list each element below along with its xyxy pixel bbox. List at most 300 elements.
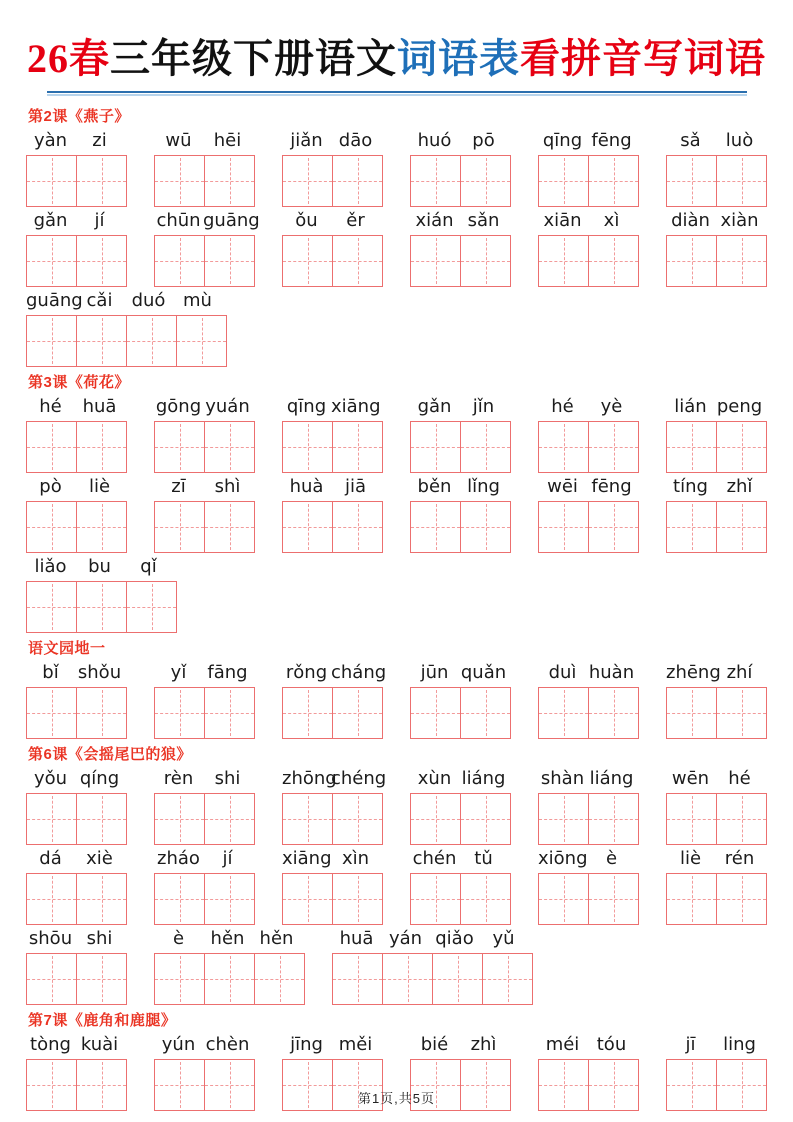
word-group [282, 129, 383, 207]
pinyin-row [282, 209, 383, 232]
writing-grid [26, 235, 127, 287]
writing-cell[interactable] [155, 874, 205, 924]
pinyin-syllable: liáng [461, 768, 506, 789]
pinyin-syllable: guāng [26, 290, 83, 311]
writing-cell[interactable] [283, 502, 333, 552]
pinyin-row [666, 661, 767, 684]
word-group [26, 395, 127, 473]
writing-cell[interactable] [461, 794, 510, 844]
word-group [410, 661, 511, 739]
pinyin-syllable: xián [415, 210, 454, 231]
pinyin-syllable: jí [222, 848, 233, 869]
word-group [154, 927, 305, 1005]
word-group [282, 847, 383, 925]
word-group [666, 129, 767, 207]
word-group [538, 661, 639, 739]
pinyin-syllable: sǎ [680, 130, 701, 151]
writing-cell[interactable] [77, 236, 126, 286]
title-part-task: 看拼音写词语 [520, 36, 766, 81]
writing-cell[interactable] [127, 582, 176, 632]
word-group [666, 475, 767, 553]
pinyin-syllable: sǎn [467, 210, 500, 231]
pinyin-syllable: hé [39, 396, 62, 417]
word-group [410, 395, 511, 473]
title-part-grade: 三年级下册语文 [110, 36, 397, 81]
pinyin-syllable: chèn [205, 1034, 250, 1055]
writing-cell[interactable] [717, 794, 766, 844]
writing-cell[interactable] [205, 954, 255, 1004]
pinyin-row [26, 847, 127, 870]
pinyin-syllable: wēi [547, 476, 578, 497]
writing-cell[interactable] [667, 794, 717, 844]
writing-grid [26, 687, 127, 739]
pinyin-row [26, 1033, 127, 1056]
word-group [26, 475, 127, 553]
pinyin-row [538, 129, 639, 152]
pinyin-syllable: jī [685, 1034, 696, 1055]
pinyin-syllable: ǒu [295, 210, 318, 231]
pinyin-row [26, 129, 127, 152]
writing-cell[interactable] [155, 236, 205, 286]
writing-cell[interactable] [539, 874, 589, 924]
word-group [538, 847, 639, 925]
pinyin-syllable: jǐn [472, 396, 495, 417]
pinyin-syllable: méi [545, 1034, 580, 1055]
word-group [26, 555, 177, 633]
writing-cell[interactable] [155, 794, 205, 844]
writing-grid [154, 953, 305, 1005]
pinyin-syllable: qiǎo [435, 928, 474, 949]
writing-cell[interactable] [589, 156, 638, 206]
writing-cell[interactable] [77, 582, 127, 632]
worksheet-section [26, 639, 767, 739]
pinyin-row [666, 847, 767, 870]
title-part-wordlist: 词语表 [397, 36, 520, 81]
writing-grid [538, 687, 639, 739]
section-header: 语文园地一 [28, 640, 106, 657]
writing-cell[interactable] [411, 688, 461, 738]
pinyin-syllable: cháng [331, 662, 387, 683]
word-row [26, 209, 767, 287]
writing-cell[interactable] [27, 156, 77, 206]
pinyin-syllable: lǐng [467, 476, 500, 497]
writing-cell[interactable] [155, 502, 205, 552]
writing-cell[interactable] [333, 954, 383, 1004]
pinyin-syllable: běn [417, 476, 452, 497]
pinyin-row [282, 1033, 383, 1056]
word-row [26, 927, 767, 1005]
writing-cell[interactable] [411, 156, 461, 206]
pinyin-row [154, 209, 260, 232]
pinyin-row [26, 661, 127, 684]
writing-cell[interactable] [155, 954, 205, 1004]
writing-cell[interactable] [27, 236, 77, 286]
writing-grid [410, 687, 511, 739]
word-group [26, 767, 127, 845]
writing-cell[interactable] [717, 874, 766, 924]
worksheet-section [26, 373, 767, 633]
pinyin-syllable: shǒu [77, 662, 122, 683]
writing-cell[interactable] [333, 794, 382, 844]
pinyin-syllable: fēng [591, 476, 632, 497]
pinyin-syllable: liáng [589, 768, 634, 789]
worksheet-section [26, 107, 767, 367]
writing-cell[interactable] [539, 422, 589, 472]
writing-cell[interactable] [77, 688, 126, 738]
pinyin-row [332, 927, 533, 950]
writing-grid [282, 421, 383, 473]
writing-cell[interactable] [155, 422, 205, 472]
writing-cell[interactable] [27, 794, 77, 844]
pinyin-syllable: zhēng [666, 662, 721, 683]
pinyin-syllable: xùn [417, 768, 452, 789]
writing-grid [538, 501, 639, 553]
writing-grid [332, 953, 533, 1005]
writing-cell[interactable] [589, 794, 638, 844]
pinyin-row [666, 767, 767, 790]
writing-cell[interactable] [539, 236, 589, 286]
word-group [666, 847, 767, 925]
writing-cell[interactable] [461, 874, 510, 924]
writing-cell[interactable] [283, 688, 333, 738]
pinyin-syllable: zi [92, 130, 107, 151]
pinyin-syllable: zhì [470, 1034, 497, 1055]
pinyin-syllable: shi [86, 928, 113, 949]
pinyin-syllable: yǔ [492, 928, 515, 949]
writing-cell[interactable] [27, 422, 77, 472]
writing-grid [154, 235, 255, 287]
word-row [26, 395, 767, 473]
writing-cell[interactable] [205, 874, 254, 924]
writing-cell[interactable] [333, 688, 382, 738]
writing-cell[interactable] [77, 422, 126, 472]
writing-cell[interactable] [177, 316, 226, 366]
pinyin-row [410, 661, 511, 684]
writing-cell[interactable] [205, 236, 254, 286]
word-group [410, 475, 511, 553]
pinyin-row [666, 1033, 767, 1056]
word-group [26, 927, 127, 1005]
writing-cell[interactable] [127, 316, 177, 366]
pinyin-syllable: gǎn [417, 396, 452, 417]
pinyin-syllable: diàn [671, 210, 710, 231]
pinyin-syllable: huā [82, 396, 117, 417]
writing-cell[interactable] [283, 156, 333, 206]
pinyin-syllable: xiōng [538, 848, 588, 869]
word-row [26, 847, 767, 925]
word-group [410, 847, 511, 925]
writing-cell[interactable] [205, 422, 254, 472]
pinyin-syllable: shì [214, 476, 241, 497]
word-row [26, 289, 767, 367]
pinyin-syllable: hé [551, 396, 574, 417]
word-group [154, 395, 255, 473]
writing-cell[interactable] [283, 794, 333, 844]
pinyin-row [26, 475, 127, 498]
pinyin-syllable: xiāng [282, 848, 332, 869]
writing-cell[interactable] [205, 688, 254, 738]
pinyin-syllable: xiāng [331, 396, 381, 417]
writing-cell[interactable] [283, 874, 333, 924]
writing-grid [154, 793, 255, 845]
word-group [154, 847, 255, 925]
word-group [538, 475, 639, 553]
pinyin-syllable: huàn [588, 662, 635, 683]
pinyin-syllable: měi [338, 1034, 373, 1055]
writing-cell[interactable] [283, 236, 333, 286]
word-group [410, 129, 511, 207]
pinyin-syllable: ěr [346, 210, 365, 231]
pinyin-syllable: yàn [33, 130, 68, 151]
writing-grid [154, 687, 255, 739]
word-row [26, 129, 767, 207]
pinyin-syllable: yán [388, 928, 423, 949]
writing-cell[interactable] [589, 236, 638, 286]
writing-cell[interactable] [205, 502, 254, 552]
writing-cell[interactable] [27, 874, 77, 924]
writing-cell[interactable] [333, 156, 382, 206]
writing-grid [410, 421, 511, 473]
pinyin-syllable: liǎo [34, 556, 67, 577]
pinyin-syllable: dāo [338, 130, 373, 151]
pinyin-row [282, 847, 383, 870]
pinyin-syllable: kuài [80, 1034, 119, 1055]
writing-cell[interactable] [27, 688, 77, 738]
writing-grid [410, 235, 511, 287]
title-underline [47, 91, 747, 93]
writing-cell[interactable] [411, 236, 461, 286]
writing-cell[interactable] [283, 422, 333, 472]
pinyin-row [26, 927, 127, 950]
pinyin-row [410, 1033, 511, 1056]
writing-grid [410, 793, 511, 845]
pinyin-syllable: duó [131, 290, 166, 311]
writing-cell[interactable] [27, 502, 77, 552]
writing-cell[interactable] [333, 422, 382, 472]
pinyin-syllable: gōng [155, 396, 202, 417]
writing-grid [26, 501, 127, 553]
writing-cell[interactable] [667, 688, 717, 738]
pinyin-syllable: yǐ [170, 662, 187, 683]
word-group [538, 209, 639, 287]
writing-cell[interactable] [205, 156, 254, 206]
pinyin-row [666, 475, 767, 498]
pinyin-row [538, 661, 639, 684]
writing-grid [26, 873, 127, 925]
writing-cell[interactable] [667, 502, 717, 552]
writing-cell[interactable] [539, 502, 589, 552]
word-group [332, 927, 533, 1005]
writing-cell[interactable] [27, 316, 77, 366]
writing-cell[interactable] [333, 502, 382, 552]
writing-cell[interactable] [461, 156, 510, 206]
pinyin-row [282, 395, 383, 418]
pinyin-syllable: rǒng [285, 662, 328, 683]
worksheet-section [26, 745, 767, 1005]
writing-cell[interactable] [77, 794, 126, 844]
writing-grid [666, 793, 767, 845]
word-group [26, 847, 127, 925]
pinyin-syllable: luò [725, 130, 754, 151]
page-indicator: 第1页,共5页 [357, 1091, 436, 1106]
writing-cell[interactable] [255, 954, 304, 1004]
writing-cell[interactable] [433, 954, 483, 1004]
pinyin-row [282, 767, 387, 790]
writing-cell[interactable] [27, 954, 77, 1004]
writing-grid [410, 873, 511, 925]
writing-cell[interactable] [461, 688, 510, 738]
pinyin-row [282, 661, 387, 684]
writing-cell[interactable] [717, 156, 766, 206]
pinyin-syllable: hēi [213, 130, 242, 151]
writing-grid [538, 793, 639, 845]
pinyin-syllable: jiǎn [290, 130, 323, 151]
pinyin-syllable: hé [728, 768, 751, 789]
pinyin-row [666, 395, 767, 418]
writing-cell[interactable] [717, 688, 766, 738]
writing-cell[interactable] [411, 422, 461, 472]
writing-grid [154, 873, 255, 925]
writing-grid [282, 687, 383, 739]
pinyin-syllable: è [605, 848, 618, 869]
pinyin-row [410, 847, 511, 870]
writing-cell[interactable] [589, 422, 638, 472]
writing-cell[interactable] [717, 422, 766, 472]
writing-cell[interactable] [411, 874, 461, 924]
pinyin-row [538, 767, 639, 790]
writing-cell[interactable] [461, 502, 510, 552]
pinyin-syllable: chén [412, 848, 457, 869]
writing-grid [538, 873, 639, 925]
pinyin-row [154, 475, 255, 498]
writing-cell[interactable] [717, 236, 766, 286]
pinyin-syllable: lián [674, 396, 707, 417]
pinyin-syllable: yǒu [33, 768, 68, 789]
writing-cell[interactable] [539, 688, 589, 738]
writing-cell[interactable] [589, 502, 638, 552]
writing-cell[interactable] [411, 794, 461, 844]
word-group [26, 661, 127, 739]
word-group [154, 209, 260, 287]
writing-grid [282, 235, 383, 287]
pinyin-row [538, 847, 639, 870]
pinyin-syllable: huā [339, 928, 374, 949]
word-group [26, 129, 127, 207]
pinyin-row [154, 1033, 255, 1056]
pinyin-row [154, 661, 255, 684]
word-group [666, 767, 767, 845]
writing-grid [154, 501, 255, 553]
writing-cell[interactable] [77, 954, 126, 1004]
word-group [154, 661, 255, 739]
word-group [410, 209, 511, 287]
pinyin-syllable: fēng [591, 130, 632, 151]
pinyin-syllable: yún [161, 1034, 196, 1055]
pinyin-row [154, 767, 255, 790]
writing-grid [282, 155, 383, 207]
worksheet-body [26, 107, 767, 1111]
pinyin-row [538, 1033, 639, 1056]
writing-cell[interactable] [77, 502, 126, 552]
writing-cell[interactable] [27, 582, 77, 632]
pinyin-row [666, 209, 767, 232]
writing-grid [538, 421, 639, 473]
title-block [26, 34, 767, 93]
pinyin-syllable: xìn [341, 848, 370, 869]
writing-grid [666, 501, 767, 553]
pinyin-syllable: chūn [156, 210, 201, 231]
writing-cell[interactable] [461, 422, 510, 472]
pinyin-syllable: jūn [420, 662, 449, 683]
word-row [26, 661, 767, 739]
pinyin-syllable: ling [723, 1034, 756, 1055]
writing-cell[interactable] [205, 794, 254, 844]
section-header: 第3课《荷花》 [28, 374, 130, 391]
pinyin-row [282, 475, 383, 498]
writing-cell[interactable] [717, 502, 766, 552]
word-group [282, 661, 387, 739]
pinyin-syllable: jīng [290, 1034, 323, 1055]
word-group [410, 767, 511, 845]
writing-cell[interactable] [589, 874, 638, 924]
pinyin-syllable: shi [214, 768, 241, 789]
writing-cell[interactable] [589, 688, 638, 738]
writing-grid [666, 873, 767, 925]
writing-cell[interactable] [77, 874, 126, 924]
pinyin-syllable: xiān [543, 210, 582, 231]
pinyin-syllable: rén [724, 848, 755, 869]
writing-grid [666, 155, 767, 207]
writing-cell[interactable] [539, 156, 589, 206]
pinyin-syllable: hěn [210, 928, 245, 949]
word-group [282, 395, 383, 473]
writing-cell[interactable] [667, 156, 717, 206]
writing-cell[interactable] [667, 422, 717, 472]
writing-cell[interactable] [77, 156, 126, 206]
word-group [26, 209, 127, 287]
pinyin-syllable: wēn [671, 768, 710, 789]
writing-cell[interactable] [383, 954, 433, 1004]
pinyin-row [154, 395, 255, 418]
writing-cell[interactable] [155, 688, 205, 738]
writing-grid [666, 421, 767, 473]
writing-cell[interactable] [539, 794, 589, 844]
word-group [282, 209, 383, 287]
section-header: 第6课《会摇尾巴的狼》 [28, 746, 192, 763]
writing-cell[interactable] [667, 236, 717, 286]
writing-grid [26, 315, 227, 367]
pinyin-syllable: tòng [30, 1034, 71, 1055]
pinyin-syllable: zhōng [282, 768, 337, 789]
pinyin-row [538, 395, 639, 418]
writing-cell[interactable] [77, 316, 127, 366]
pinyin-syllable: qǐ [140, 556, 157, 577]
word-group [538, 129, 639, 207]
word-group [666, 395, 767, 473]
writing-grid [538, 235, 639, 287]
writing-cell[interactable] [333, 874, 382, 924]
pinyin-row [26, 395, 127, 418]
pinyin-syllable: bié [420, 1034, 449, 1055]
writing-cell[interactable] [667, 874, 717, 924]
writing-cell[interactable] [483, 954, 532, 1004]
writing-cell[interactable] [155, 156, 205, 206]
writing-cell[interactable] [333, 236, 382, 286]
pinyin-syllable: bǐ [42, 662, 59, 683]
writing-cell[interactable] [461, 236, 510, 286]
writing-grid [26, 581, 177, 633]
writing-cell[interactable] [411, 502, 461, 552]
